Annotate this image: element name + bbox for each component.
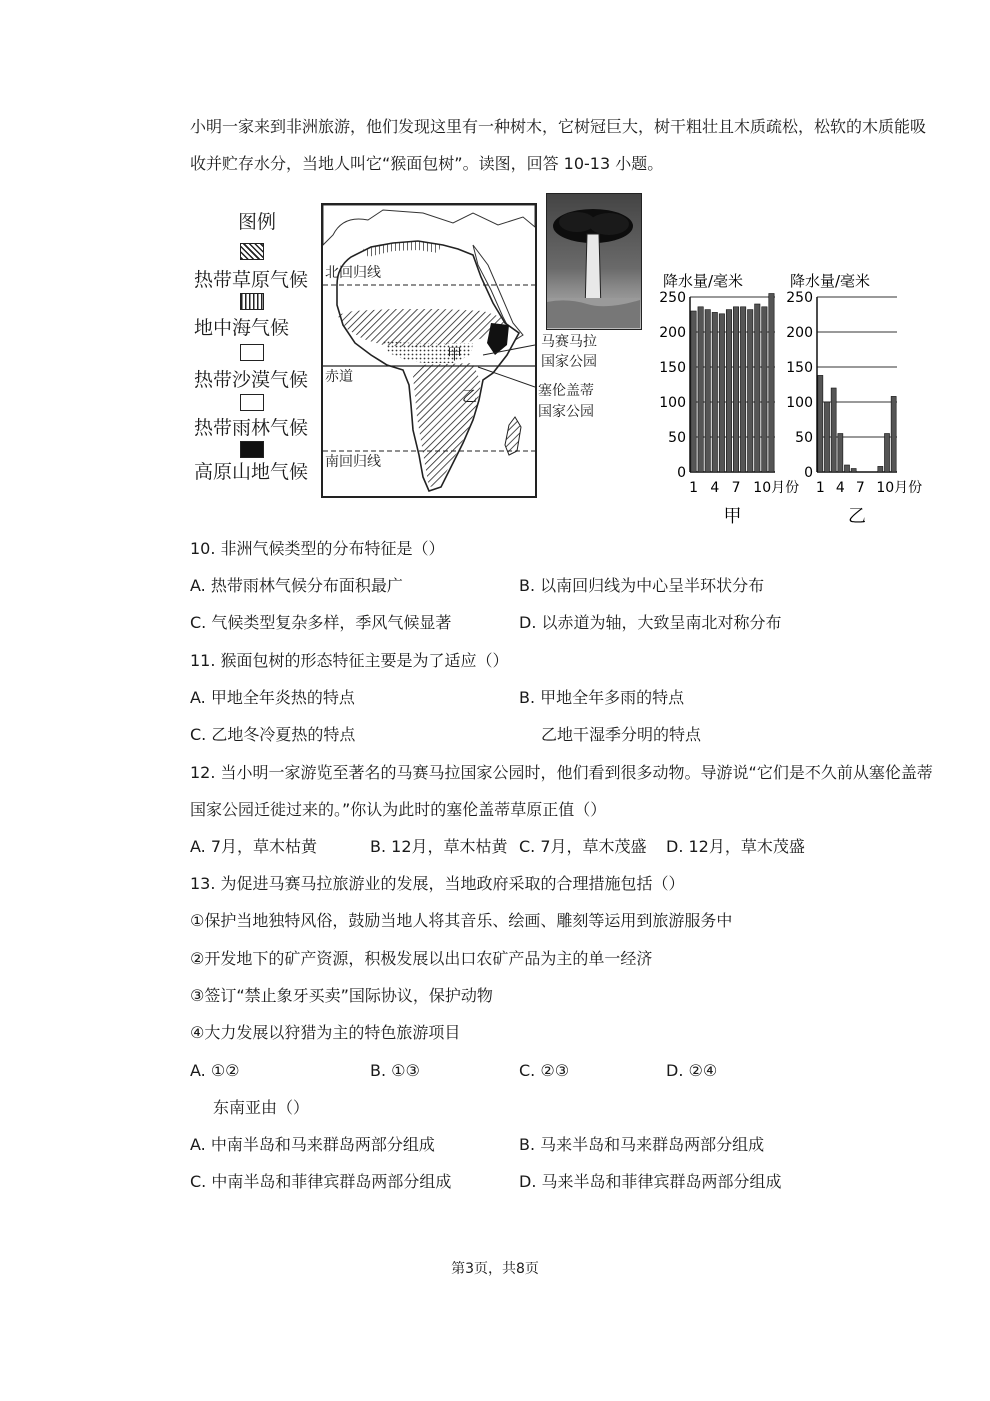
q10-option-b[interactable]: B. 以南回归线为中心呈半环状分布 — [519, 576, 765, 595]
chart-bar — [712, 312, 717, 472]
chart-ytick-label: 250 — [659, 290, 686, 306]
legend-swatch-highland — [240, 441, 264, 458]
q14-option-a[interactable]: A. 中南半岛和马来群岛两部分组成 — [190, 1135, 435, 1154]
chart-ytick-label: 200 — [786, 325, 813, 341]
q10-stem: 10. 非洲气候类型的分布特征是（） — [190, 539, 445, 558]
chart-bar — [698, 307, 703, 472]
q12-stem-1: 12. 当小明一家游览至著名的马赛马拉国家公园时，他们看到很多动物。导游说“它们是不久前从塞伦盖蒂 — [190, 763, 933, 782]
chart-title: 乙 — [848, 506, 866, 527]
q13-option-d[interactable]: D. ②④ — [666, 1061, 718, 1080]
q12-option-a[interactable]: A. 7月，草木枯黄 — [190, 837, 318, 856]
chart-bar — [824, 402, 829, 472]
label-masai-mara-2: 国家公园 — [541, 354, 597, 370]
chart-bar — [844, 465, 849, 472]
chart-ytick-label: 50 — [668, 430, 686, 446]
chart-bar — [878, 466, 883, 472]
q10-option-d[interactable]: D. 以赤道为轴，大致呈南北对称分布 — [519, 613, 782, 632]
map-label-point-jia: 甲 — [447, 345, 463, 363]
chart-bar — [705, 310, 710, 472]
label-serengeti-1: 塞伦盖蒂 — [538, 383, 594, 399]
q13-option-b[interactable]: B. ①③ — [370, 1061, 420, 1080]
q14-option-b[interactable]: B. 马来半岛和马来群岛两部分组成 — [519, 1135, 765, 1154]
q11-option-a[interactable]: A. 甲地全年炎热的特点 — [190, 688, 355, 707]
q13-statement-1: ①保护当地独特风俗，鼓励当地人将其音乐、绘画、雕刻等运用到旅游服务中 — [190, 911, 733, 930]
q10-option-a[interactable]: A. 热带雨林气候分布面积最广 — [190, 576, 403, 595]
chart-ytick-label: 0 — [677, 465, 686, 481]
chart-xtick-label: 7 — [855, 480, 865, 496]
q11-option-b[interactable]: B. 甲地全年多雨的特点 — [519, 688, 685, 707]
africa-map — [321, 203, 537, 498]
chart-bar — [884, 434, 889, 473]
chart-bar — [851, 469, 856, 473]
baobab-tree-photo — [546, 193, 642, 330]
chart-ylabel: 降水量/毫米 — [790, 272, 871, 290]
chart-ytick-label: 200 — [659, 325, 686, 341]
chart-ytick-label: 150 — [786, 360, 813, 376]
chart-bar — [891, 396, 896, 472]
legend-label-highland: 高原山地气候 — [194, 461, 309, 483]
q13-option-a[interactable]: A. ①② — [190, 1061, 240, 1080]
q13-option-c[interactable]: C. ②③ — [519, 1061, 570, 1080]
map-label-tropic-capricorn: 南回归线 — [325, 454, 381, 470]
chart-ytick-label: 100 — [786, 395, 813, 411]
chart-bar — [726, 310, 731, 472]
chart-bar — [762, 307, 767, 472]
label-masai-mara-1: 马赛马拉 — [541, 334, 597, 350]
q12-stem-2: 国家公园迁徙过来的。”你认为此时的塞伦盖蒂草原正值（） — [190, 800, 607, 819]
label-serengeti-2: 国家公园 — [538, 404, 594, 420]
chart-bar — [755, 304, 760, 472]
chart-xtick-label: 1 — [815, 480, 825, 496]
chart-title: 甲 — [723, 506, 742, 527]
q10-option-c[interactable]: C. 气候类型复杂多样，季风气候显著 — [190, 613, 452, 632]
chart-ytick-label: 50 — [795, 430, 813, 446]
q11-option-d[interactable]: 乙地干湿季分明的特点 — [541, 725, 702, 744]
chart-bar — [740, 307, 745, 472]
q14-option-d[interactable]: D. 马来半岛和菲律宾群岛两部分组成 — [519, 1172, 782, 1191]
page-number: 第3页，共8页 — [451, 1261, 539, 1277]
chart-xtick-label: 7 — [731, 480, 741, 496]
legend-label-rainforest: 热带雨林气候 — [194, 417, 309, 439]
q12-option-d[interactable]: D. 12月，草木茂盛 — [666, 837, 805, 856]
legend-swatch-savanna — [240, 243, 264, 260]
chart-ytick-label: 0 — [804, 465, 813, 481]
legend-swatch-rainforest — [240, 394, 264, 411]
chart-bar — [818, 375, 823, 472]
chart-ylabel: 降水量/毫米 — [663, 272, 744, 290]
q13-statement-3: ③签订“禁止象牙买卖”国际协议，保护动物 — [190, 986, 493, 1005]
chart-jia — [659, 272, 799, 527]
intro-line-2: 收并贮存水分，当地人叫它“猴面包树”。读图，回答 10-13 小题。 — [190, 154, 664, 173]
chart-bar — [748, 310, 753, 472]
chart-yi — [786, 272, 922, 527]
q13-statement-4: ④大力发展以狩猎为主的特色旅游项目 — [190, 1023, 461, 1042]
chart-bar — [733, 307, 738, 472]
baobab-tree-graphic — [547, 194, 640, 328]
africa-map-graphic — [323, 205, 535, 496]
chart-bar — [691, 311, 696, 472]
climate-charts — [655, 268, 925, 528]
map-label-point-yi: 乙 — [462, 387, 478, 405]
legend-swatch-mediterranean — [240, 293, 264, 310]
legend-swatch-desert — [240, 344, 264, 361]
q13-stem: 13. 为促进马赛马拉旅游业的发展，当地政府采取的合理措施包括（） — [190, 874, 685, 893]
q12-option-b[interactable]: B. 12月，草木枯黄 — [370, 837, 508, 856]
map-label-equator: 赤道 — [325, 369, 353, 385]
chart-bar — [831, 388, 836, 472]
chart-ytick-label: 150 — [659, 360, 686, 376]
chart-xtick-label: 10月份 — [876, 480, 923, 496]
chart-ytick-label: 100 — [659, 395, 686, 411]
q14-option-c[interactable]: C. 中南半岛和菲律宾群岛两部分组成 — [190, 1172, 452, 1191]
q11-option-c[interactable]: C. 乙地冬冷夏热的特点 — [190, 725, 356, 744]
chart-bar — [769, 294, 774, 473]
chart-xtick-label: 4 — [710, 480, 720, 496]
legend-title: 图例 — [238, 211, 277, 233]
chart-bar — [838, 434, 843, 473]
legend-label-mediterranean: 地中海气候 — [194, 317, 290, 339]
chart-xtick-label: 1 — [689, 480, 699, 496]
intro-line-1: 小明一家来到非洲旅游，他们发现这里有一种树木，它树冠巨大，树干粗壮且木质疏松，松软的木质能吸 — [190, 117, 927, 136]
chart-xtick-label: 10月份 — [753, 480, 800, 496]
legend-label-savanna: 热带草原气候 — [194, 269, 309, 291]
q12-option-c[interactable]: C. 7月，草木茂盛 — [519, 837, 647, 856]
chart-ytick-label: 250 — [786, 290, 813, 306]
map-label-tropic-cancer: 北回归线 — [325, 265, 381, 281]
q14-stem: 东南亚由（） — [213, 1098, 310, 1117]
chart-bar — [719, 314, 724, 472]
q13-statement-2: ②开发地下的矿产资源，积极发展以出口农矿产品为主的单一经济 — [190, 949, 653, 968]
legend-label-desert: 热带沙漠气候 — [194, 369, 309, 391]
chart-xtick-label: 4 — [835, 480, 845, 496]
q11-stem: 11. 猴面包树的形态特征主要是为了适应（） — [190, 651, 509, 670]
